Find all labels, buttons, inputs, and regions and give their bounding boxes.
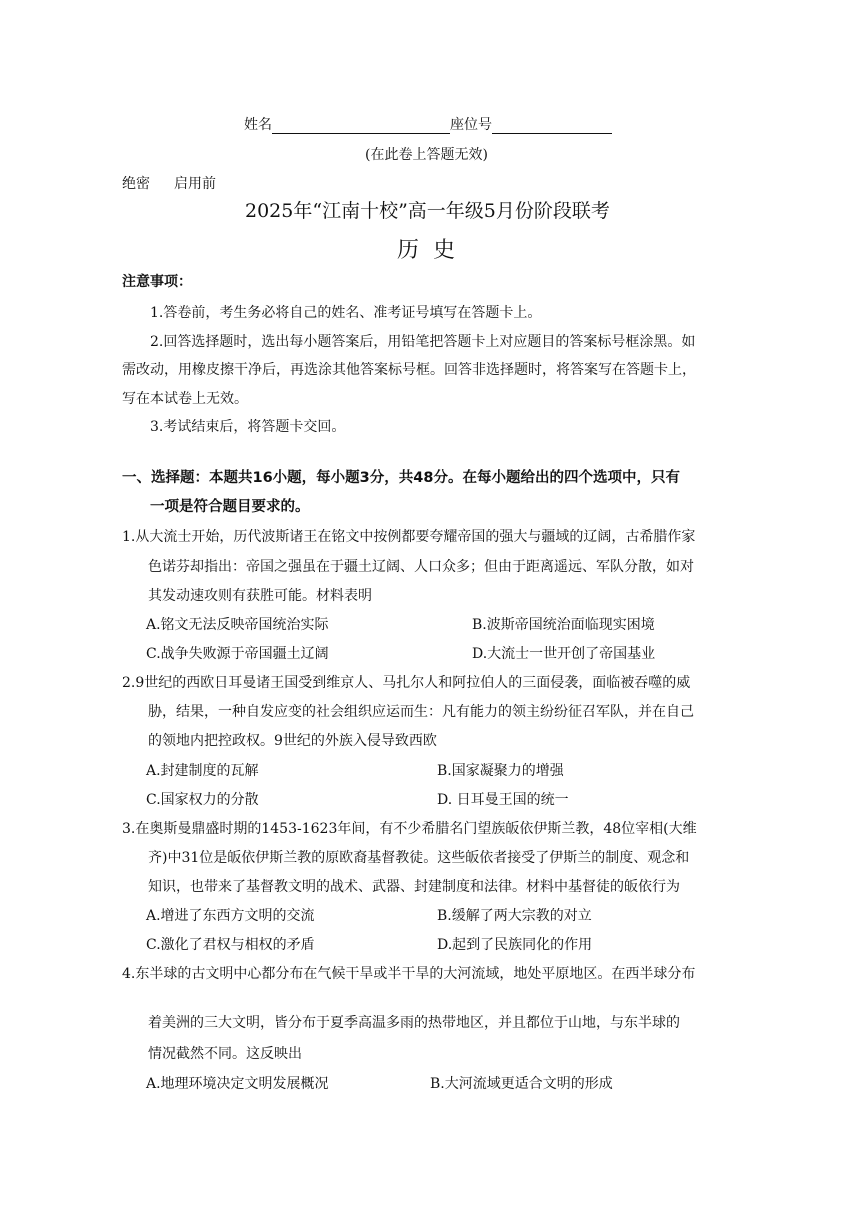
q4-stem-line-2: 着美洲的三大文明，皆分布于夏季高温多雨的热带地区，并且都位于山地，与东半球的 [148,1015,680,1031]
q2-stem-line-3: 的领地内把控政权。9世纪的外族入侵导致西欧 [148,733,437,749]
q2-option-c: C.国家权力的分散 [146,792,259,808]
before-use-label: 启用前 [174,176,216,192]
name-label: 姓名 [244,117,272,133]
notice-item-2-line-3: 写在本试卷上无效。 [122,391,248,407]
invalid-note: (在此卷上答题无效) [365,147,488,163]
q4-option-b: B.大河流域更适合文明的形成 [430,1076,613,1092]
q2-stem-line-2: 胁，结果，一种自发应变的社会组织应运而生：凡有能力的领主纷纷征召军队，并在自己 [148,704,694,720]
q3-option-b: B.缓解了两大宗教的对立 [437,908,592,924]
q3-stem-line-1: 3.在奥斯曼鼎盛时期的1453-1623年间，有不少希腊名门望族皈依伊斯兰教，48位宰相(大维 [122,821,697,837]
seat-label: 座位号 [450,117,492,133]
section1-heading-line-1: 一、选择题：本题共16小题，每小题3分，共48分。在每小题给出的四个选项中，只有 [122,470,680,486]
exam-title: 2025年“江南十校”高一年级5月份阶段联考 [245,200,610,222]
q1-option-b: B.波斯帝国统治面临现实困境 [472,617,655,633]
q1-option-d: D.大流士一世开创了帝国基业 [472,646,656,662]
q2-option-a: A.封建制度的瓦解 [146,763,259,779]
q2-stem-line-1: 2.9世纪的西欧日耳曼诸王国受到维京人、马扎尔人和阿拉伯人的三面侵袭，面临被吞噬的威 [122,675,691,691]
section1-heading-line-2: 一项是符合题目要求的。 [150,499,310,515]
q4-stem-line-3: 情况截然不同。这反映出 [148,1046,302,1062]
q3-stem-line-3: 知识，也带来了基督教文明的战术、武器、封建制度和法律。材料中基督徒的皈依行为 [148,879,680,895]
q3-option-c: C.激化了君权与相权的矛盾 [146,937,315,953]
q3-stem-line-2: 齐)中31位是皈依伊斯兰教的原欧裔基督教徒。这些皈依者接受了伊斯兰的制度、观念和 [148,850,690,866]
q4-stem-line-1: 4.东半球的古文明中心都分布在气候干旱或半干旱的大河流域，地处平原地区。在西半球分布 [122,966,696,982]
name-blank-line [272,119,450,134]
name-field [244,114,612,134]
q1-stem-line-2: 色诺芬却指出：帝国之强虽在于疆土辽阔、人口众多；但由于距离遥远、军队分散，如对 [148,559,694,575]
notice-item-2-line-1: 2.回答选择题时，选出每小题答案后，用铅笔把答题卡上对应题目的答案标号框涂黑。如 [150,334,696,350]
q3-option-d: D.起到了民族同化的作用 [437,937,593,953]
q4-option-a: A.地理环境决定文明发展概况 [146,1076,329,1092]
q1-stem-line-3: 其发动速攻则有获胜可能。材料表明 [148,588,372,604]
q1-option-a: A.铭文无法反映帝国统治实际 [146,617,329,633]
q1-stem-line-1: 1.从大流士开始，历代波斯诸王在铭文中按例都要夸耀帝国的强大与疆域的辽阔，古希腊作家 [122,529,696,545]
notice-item-1: 1.答卷前，考生务必将自己的姓名、准考证号填写在答题卡上。 [150,305,542,321]
q2-option-d: D. 日耳曼王国的统一 [437,792,569,808]
secret-label: 绝密 [122,176,150,192]
seat-blank-line [492,119,612,134]
q2-option-b: B.国家凝聚力的增强 [437,763,564,779]
notice-heading: 注意事项： [122,274,192,290]
subject-title: 历史 [397,238,470,263]
notice-item-2-line-2: 需改动，用橡皮擦干净后，再选涂其他答案标号框。回答非选择题时，将答案写在答题卡上， [122,362,696,378]
q1-option-c: C.战争失败源于帝国疆土辽阔 [146,646,329,662]
q3-option-a: A.增进了东西方文明的交流 [146,908,315,924]
notice-item-3: 3.考试结束后，将答题卡交回。 [150,419,346,435]
